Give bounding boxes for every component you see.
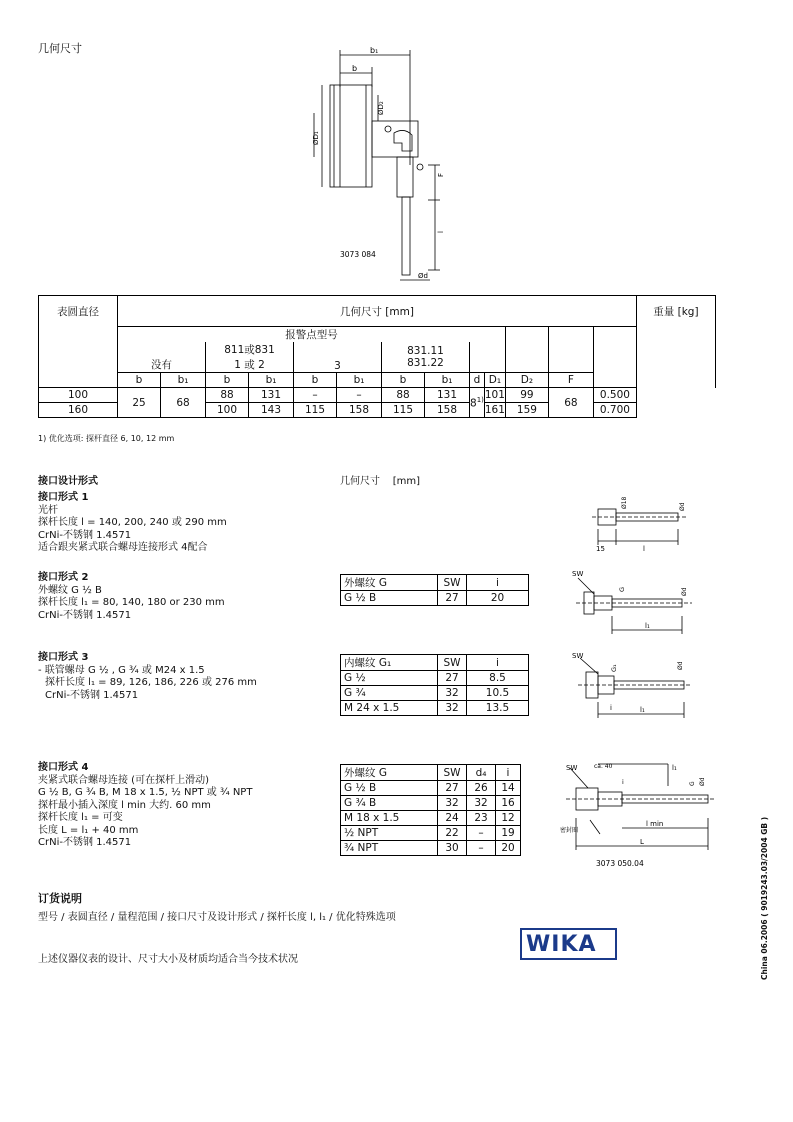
form3-table: 内螺纹 G₁ SW i G ½ 27 8.5 G ¾ 32 10.5 M 24 x 1.5 32 13.5 <box>340 654 529 716</box>
form4-text: 接口形式 4 夹紧式联合螺母连接 (可在探杆上滑动) G ½ B, G ¾ B, M 18 x 1.5, ½ NPT 或 ¾ NPT 探杆最小插入深度 l min 大约. 60 mm 探杆长度 l₁ = 可变 长度 L = l₁ + 40 mm CrNi-不锈钢 1.4571 <box>38 762 253 848</box>
svg-text:l: l <box>643 545 645 553</box>
section-title: 几何尺寸 <box>38 42 82 55</box>
header-dial: 表圆直径 <box>39 296 118 388</box>
table-row: M 18 x 1.5 24 23 12 <box>341 811 521 826</box>
form2-drawing <box>570 566 695 638</box>
table-row: ½ NPT 22 – 19 <box>341 826 521 841</box>
form2-text: 接口形式 2 外螺纹 G ½ B 探杆长度 l₁ = 80, 140, 180 or 230 mm CrNi-不锈钢 1.4571 <box>38 572 225 621</box>
label-l: l <box>437 231 445 233</box>
sw-label: SW <box>566 764 578 772</box>
svg-text:15: 15 <box>596 545 605 553</box>
table-row: G ½ B 27 20 <box>341 591 529 606</box>
label-D1: ØD₁ <box>312 131 320 145</box>
svg-text:i: i <box>622 778 624 786</box>
form1-drawing <box>588 495 698 555</box>
side-code: China 06.2006 ( 9019243.03/2004 GB ) <box>760 816 769 980</box>
table-row: G ¾ B 32 32 16 <box>341 796 521 811</box>
svg-text:G₁: G₁ <box>610 664 618 672</box>
disclaimer: 上述仪器仪表的设计、尺寸大小及材质均适合当今技术状况 <box>38 954 298 965</box>
svg-text:Ød: Ød <box>679 502 686 511</box>
header-alarm: 报警点型号 <box>118 327 506 343</box>
header-3: 3 <box>294 342 382 373</box>
gauge-dimension-drawing <box>300 45 460 285</box>
svg-text:Ø18: Ø18 <box>621 496 628 509</box>
svg-text:G: G <box>689 781 696 786</box>
header-dims: 几何尺寸 [mm] <box>118 296 637 327</box>
table-row: 100 25 68 88 131 – – 88 131 8$^{1)}$ 101 99 68 0.500 <box>39 388 716 403</box>
svg-text:SW: SW <box>572 570 584 578</box>
label-d: Ød <box>418 272 428 280</box>
table-row: G ½ B 27 26 14 <box>341 781 521 796</box>
form4-drawing <box>560 758 720 870</box>
svg-text:Ød: Ød <box>681 587 688 596</box>
svg-text:l min: l min <box>646 820 664 828</box>
table-row: G ¾ 32 10.5 <box>341 686 529 701</box>
ordering-text: 型号 / 表圆直径 / 量程范围 / 接口尺寸及设计形式 / 探杆长度 l, l₁ / 优化特殊选项 <box>38 912 396 923</box>
table-row: G ½ 27 8.5 <box>341 671 529 686</box>
form1-text: 接口形式 1 光杆 探杆长度 l = 140, 200, 240 或 290 mm CrNi-不锈钢 1.4571 适合跟夹紧式联合螺母连接形式 4配合 <box>38 492 227 553</box>
drawing-code-2: 3073 050.04 <box>596 859 644 868</box>
form3-drawing <box>570 648 695 720</box>
svg-text:Ød: Ød <box>699 777 706 786</box>
label-D2: ØD₂ <box>377 101 385 115</box>
svg-text:l₁: l₁ <box>672 764 677 772</box>
header-weight: 重量 [kg] <box>636 296 715 388</box>
dims-heading: 几何尺寸 [mm] <box>340 476 421 487</box>
header-831: 831.11 831.22 <box>382 342 470 373</box>
table-row: ¾ NPT 30 – 20 <box>341 841 521 856</box>
form2-table: 外螺纹 G SW i G ½ B 27 20 <box>340 574 529 606</box>
drawing-code: 3073 084 <box>340 250 376 259</box>
header-none: 没有 <box>118 342 206 373</box>
label-b1: b₁ <box>370 46 379 55</box>
svg-text:L: L <box>640 838 644 846</box>
dimension-table: 表圆直径 几何尺寸 [mm] 重量 [kg] 报警点型号 没有 811或831 1 或 2 3 831.11 831.22 b b₁ b b₁ b b₁ b b₁ d D₁ D₂ F 100 25 68 88 131 – – 88 131 8$^{1)}$ 101 99 68 0.500 160 100 143 115 158 115 158 161 159 0.700 <box>38 295 716 418</box>
wika-logo: WIKA <box>520 928 617 960</box>
svg-text:G: G <box>618 586 626 592</box>
table-row: M 24 x 1.5 32 13.5 <box>341 701 529 716</box>
svg-text:Ød: Ød <box>677 661 684 670</box>
form3-text: 接口形式 3 - 联管螺母 G ½ , G ¾ 或 M24 x 1.5 探杆长度 l₁ = 89, 126, 186, 226 或 276 mm CrNi-不锈钢 1.4571 <box>38 652 257 701</box>
table-row: 160 100 143 115 158 115 158 161 159 0.700 <box>39 403 716 418</box>
connection-heading: 接口设计形式 <box>38 476 98 487</box>
ordering-heading: 订货说明 <box>38 892 82 905</box>
svg-text:i: i <box>610 704 612 712</box>
footnote: 1) 优化选项: 探杆直径 6, 10, 12 mm <box>38 434 175 443</box>
svg-text:SW: SW <box>572 652 584 660</box>
header-811: 811或831 1 或 2 <box>206 342 294 373</box>
label-F: F <box>437 172 445 177</box>
ca-label: ca. 40 <box>594 763 613 770</box>
svg-text:l₁: l₁ <box>640 706 645 714</box>
form4-table: 外螺纹 G SW d₄ i G ½ B 27 26 14 G ¾ B 32 32 16 M 18 x 1.5 24 23 12 ½ NPT 22 – 19 ¾ NPT 30 – 20 <box>340 764 521 856</box>
label-b: b <box>352 64 358 73</box>
seal-label: 密封圈 <box>560 827 579 834</box>
svg-text:l₁: l₁ <box>645 622 650 630</box>
